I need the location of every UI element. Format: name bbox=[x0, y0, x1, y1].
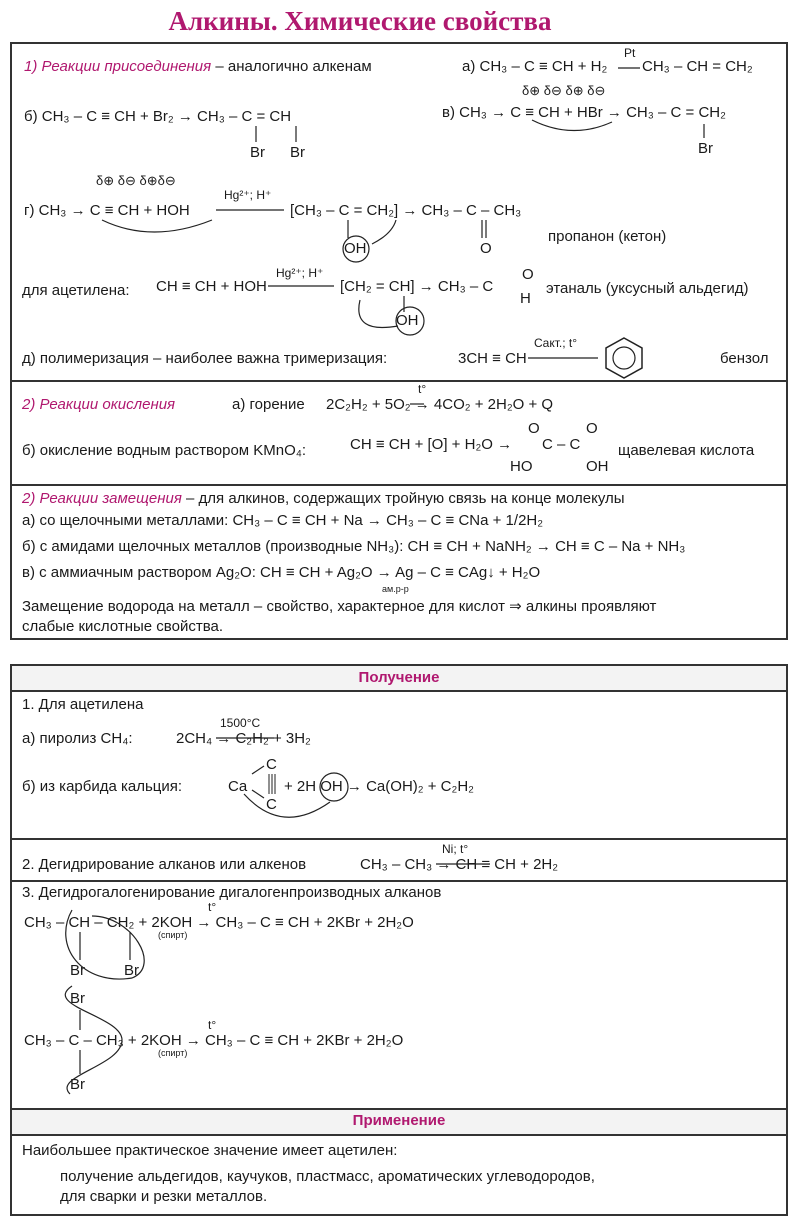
carbide-c-2: C bbox=[266, 796, 277, 813]
application-heading: Применение bbox=[352, 1112, 446, 1129]
acetylene-middle: [CH₂ = CH] → CH₃ – C bbox=[340, 278, 494, 295]
acetylene-label: для ацетилена: bbox=[22, 282, 130, 299]
reaction-g-condition: Hg²⁺; H⁺ bbox=[224, 188, 272, 202]
dibromo-br-1: Br bbox=[70, 962, 85, 979]
carbide-c-1: C bbox=[266, 756, 277, 773]
reaction-g-left: CH₃ → C ≡ CH + HOH bbox=[38, 202, 190, 219]
substitution-heading-label: 2) Реакции замещения bbox=[22, 490, 182, 507]
acetylene-curve bbox=[359, 300, 398, 328]
benzene-ring bbox=[606, 338, 642, 378]
acetylene-h: H bbox=[520, 290, 531, 307]
reaction-a-condition: Pt bbox=[624, 46, 636, 60]
carbide-ca: Ca bbox=[228, 778, 248, 795]
reaction-g-oh: OH bbox=[344, 240, 367, 257]
propanone-name: пропанон (кетон) bbox=[548, 228, 667, 245]
acidity-note-1: Замещение водорода на металл – свойство, характерное для кислот ⇒ алкины проявляют bbox=[22, 598, 657, 615]
dehydrohalogenation-equation-2: CH₃ – C – CH₃ + 2KOH → CH₃ – C ≡ CH + 2KBr + 2H₂O bbox=[24, 1032, 404, 1049]
polymerization-equation: 3CH ≡ CH bbox=[458, 350, 527, 367]
addition-heading bbox=[24, 58, 372, 76]
production-3-title: 3. Дегидрогалогенирование дигалогенпроизводных алканов bbox=[22, 884, 442, 901]
reaction-g-o: O bbox=[480, 240, 492, 257]
alcohol-note-1: (спирт) bbox=[158, 930, 188, 940]
carbide-curve bbox=[244, 794, 330, 817]
polymerization-text: д) полимеризация – наиболее важна тримеризация: bbox=[22, 350, 388, 367]
polymerization-condition: Cакт.; t° bbox=[534, 336, 578, 350]
reaction-g-curve bbox=[102, 220, 212, 232]
dehydrohalogenation-condition-1: t° bbox=[208, 900, 217, 914]
reaction-a-right: CH₃ – CH = CH₂ bbox=[642, 58, 753, 75]
kmno4-equation: CH ≡ CH + [O] + H₂O → bbox=[350, 436, 513, 453]
reaction-g-middle: [CH₃ – C = CH₂] → CH₃ – C – CH₃ bbox=[290, 202, 522, 219]
dehydrohalogenation-condition-2: t° bbox=[208, 1018, 217, 1032]
reaction-g-charges: δ⊕ δ⊖ δ⊕δ⊖ bbox=[96, 173, 176, 188]
carbide-equation: + 2H OH → Ca(OH)₂ + C₂H₂ bbox=[284, 778, 474, 795]
substitution-a: а) со щелочными металлами: CH₃ – C ≡ CH + Na → CH₃ – C ≡ CNa + 1/2H₂ bbox=[22, 512, 544, 529]
oxalic-o-1: O bbox=[528, 420, 540, 437]
production-box bbox=[10, 664, 788, 1216]
production-2-title: 2. Дегидрирование алканов или алкенов bbox=[22, 856, 307, 873]
reaction-g-curve-2 bbox=[372, 220, 396, 244]
reaction-g bbox=[24, 202, 190, 220]
reaction-v-label: в) bbox=[442, 104, 455, 121]
pyrolysis-equation: 2CH₄ → C₂H₂ + 3H₂ bbox=[176, 730, 311, 747]
ammonia-solution-note: ам.р-р bbox=[382, 584, 409, 594]
reaction-v-charges: δ⊕ δ⊖ δ⊕ δ⊖ bbox=[522, 83, 606, 98]
addition-heading-label: 1) Реакции присоединения bbox=[24, 58, 212, 75]
dehydrohalogenation-equation-1: CH₃ – CH – CH₂ + 2KOH → CH₃ – C ≡ CH + 2KBr + 2H₂O bbox=[24, 914, 414, 931]
reaction-a bbox=[462, 58, 607, 76]
properties-box bbox=[10, 42, 788, 640]
acetylene-o: O bbox=[522, 266, 534, 283]
dehydrogenation-condition: Ni; t° bbox=[442, 842, 469, 856]
production-divider-2 bbox=[12, 838, 786, 840]
carbide-bond-1 bbox=[252, 766, 264, 774]
carbide-bond-2 bbox=[252, 790, 264, 798]
addition-heading-note: – аналогично алкенам bbox=[215, 58, 372, 75]
oxalic-cc: C – C bbox=[542, 436, 581, 453]
reaction-b-label: б) bbox=[24, 108, 38, 125]
substitution-v: в) с аммиачным раствором Ag₂O: CH ≡ CH + Ag₂O → Ag – C ≡ CAg↓ + H₂O bbox=[22, 564, 541, 581]
pyrolysis-condition: 1500°C bbox=[220, 716, 261, 730]
combustion-condition: t° bbox=[418, 382, 427, 396]
oxidation-divider bbox=[12, 380, 786, 382]
page-title: Алкины. Химические свойства bbox=[168, 6, 552, 36]
substitution-divider bbox=[12, 484, 786, 486]
substitution-heading-note: – для алкинов, содержащих тройную связь на конце молекулы bbox=[186, 490, 625, 507]
oxalic-o-2: O bbox=[586, 420, 598, 437]
dibromo-br-2: Br bbox=[124, 962, 139, 979]
alcohol-note-2: (спирт) bbox=[158, 1048, 188, 1058]
dehydrogenation-equation: CH₃ – CH₃ → CH ≡ CH + 2H₂ bbox=[360, 856, 559, 873]
reaction-g-label: г) bbox=[24, 202, 35, 219]
reaction-b-br-2: Br bbox=[290, 144, 305, 161]
production-divider-3 bbox=[12, 880, 786, 882]
oxalic-oh: OH bbox=[586, 458, 609, 475]
carbide-label: б) из карбида кальция: bbox=[22, 778, 183, 795]
oxalic-acid-name: щавелевая кислота bbox=[618, 442, 755, 459]
production-1-title: 1. Для ацетилена bbox=[22, 696, 144, 713]
reaction-v bbox=[442, 104, 726, 122]
kmno4-text: б) окисление водным раствором KMnO₄: bbox=[22, 442, 307, 459]
substitution-heading bbox=[22, 490, 625, 508]
acidity-note-2: слабые кислотные свойства. bbox=[22, 618, 223, 635]
oxidation-heading-label: 2) Реакции окисления bbox=[22, 396, 176, 413]
ethanal-name: этаналь (уксусный альдегид) bbox=[546, 280, 749, 297]
production-heading: Получение bbox=[358, 669, 440, 686]
combustion-text: а) горение bbox=[232, 396, 305, 413]
application-line-2: получение альдегидов, каучуков, пластмасс, ароматических углеводородов, bbox=[60, 1168, 595, 1185]
combustion-equation: 2C₂H₂ + 5O₂ → 4CO₂ + 2H₂O + Q bbox=[326, 396, 554, 413]
reaction-b bbox=[24, 108, 291, 126]
gem-br-1: Br bbox=[70, 990, 85, 1007]
reaction-a-label: а) bbox=[462, 58, 476, 75]
reaction-v-br: Br bbox=[698, 140, 713, 157]
reaction-v-equation: CH₃ → C ≡ CH + HBr → CH₃ – C = CH₂ bbox=[459, 104, 726, 121]
acetylene-oh: OH bbox=[396, 312, 419, 329]
oxalic-ho: HO bbox=[510, 458, 533, 475]
substitution-b: б) с амидами щелочных металлов (производные NH₃): CH ≡ CH + NaNH₂ → CH ≡ C – Na + NH₃ bbox=[22, 538, 686, 555]
acetylene-left: CH ≡ CH + HOH bbox=[156, 278, 267, 295]
application-line-3: для сварки и резки металлов. bbox=[60, 1188, 268, 1205]
acetylene-condition: Hg²⁺; H⁺ bbox=[276, 266, 324, 280]
benzene-circle bbox=[613, 347, 635, 369]
reaction-a-left: CH₃ – C ≡ CH + H₂ bbox=[479, 58, 608, 75]
reaction-b-equation: CH₃ – C ≡ CH + Br₂ → CH₃ – C = CH bbox=[41, 108, 292, 125]
benzene-name: бензол bbox=[720, 350, 769, 367]
pyrolysis-label: а) пиролиз CH₄: bbox=[22, 730, 133, 747]
application-line-1: Наибольшее практическое значение имеет ацетилен: bbox=[22, 1142, 398, 1159]
reaction-b-br-1: Br bbox=[250, 144, 265, 161]
gem-br-2: Br bbox=[70, 1076, 85, 1093]
oxidation-heading bbox=[22, 396, 175, 414]
